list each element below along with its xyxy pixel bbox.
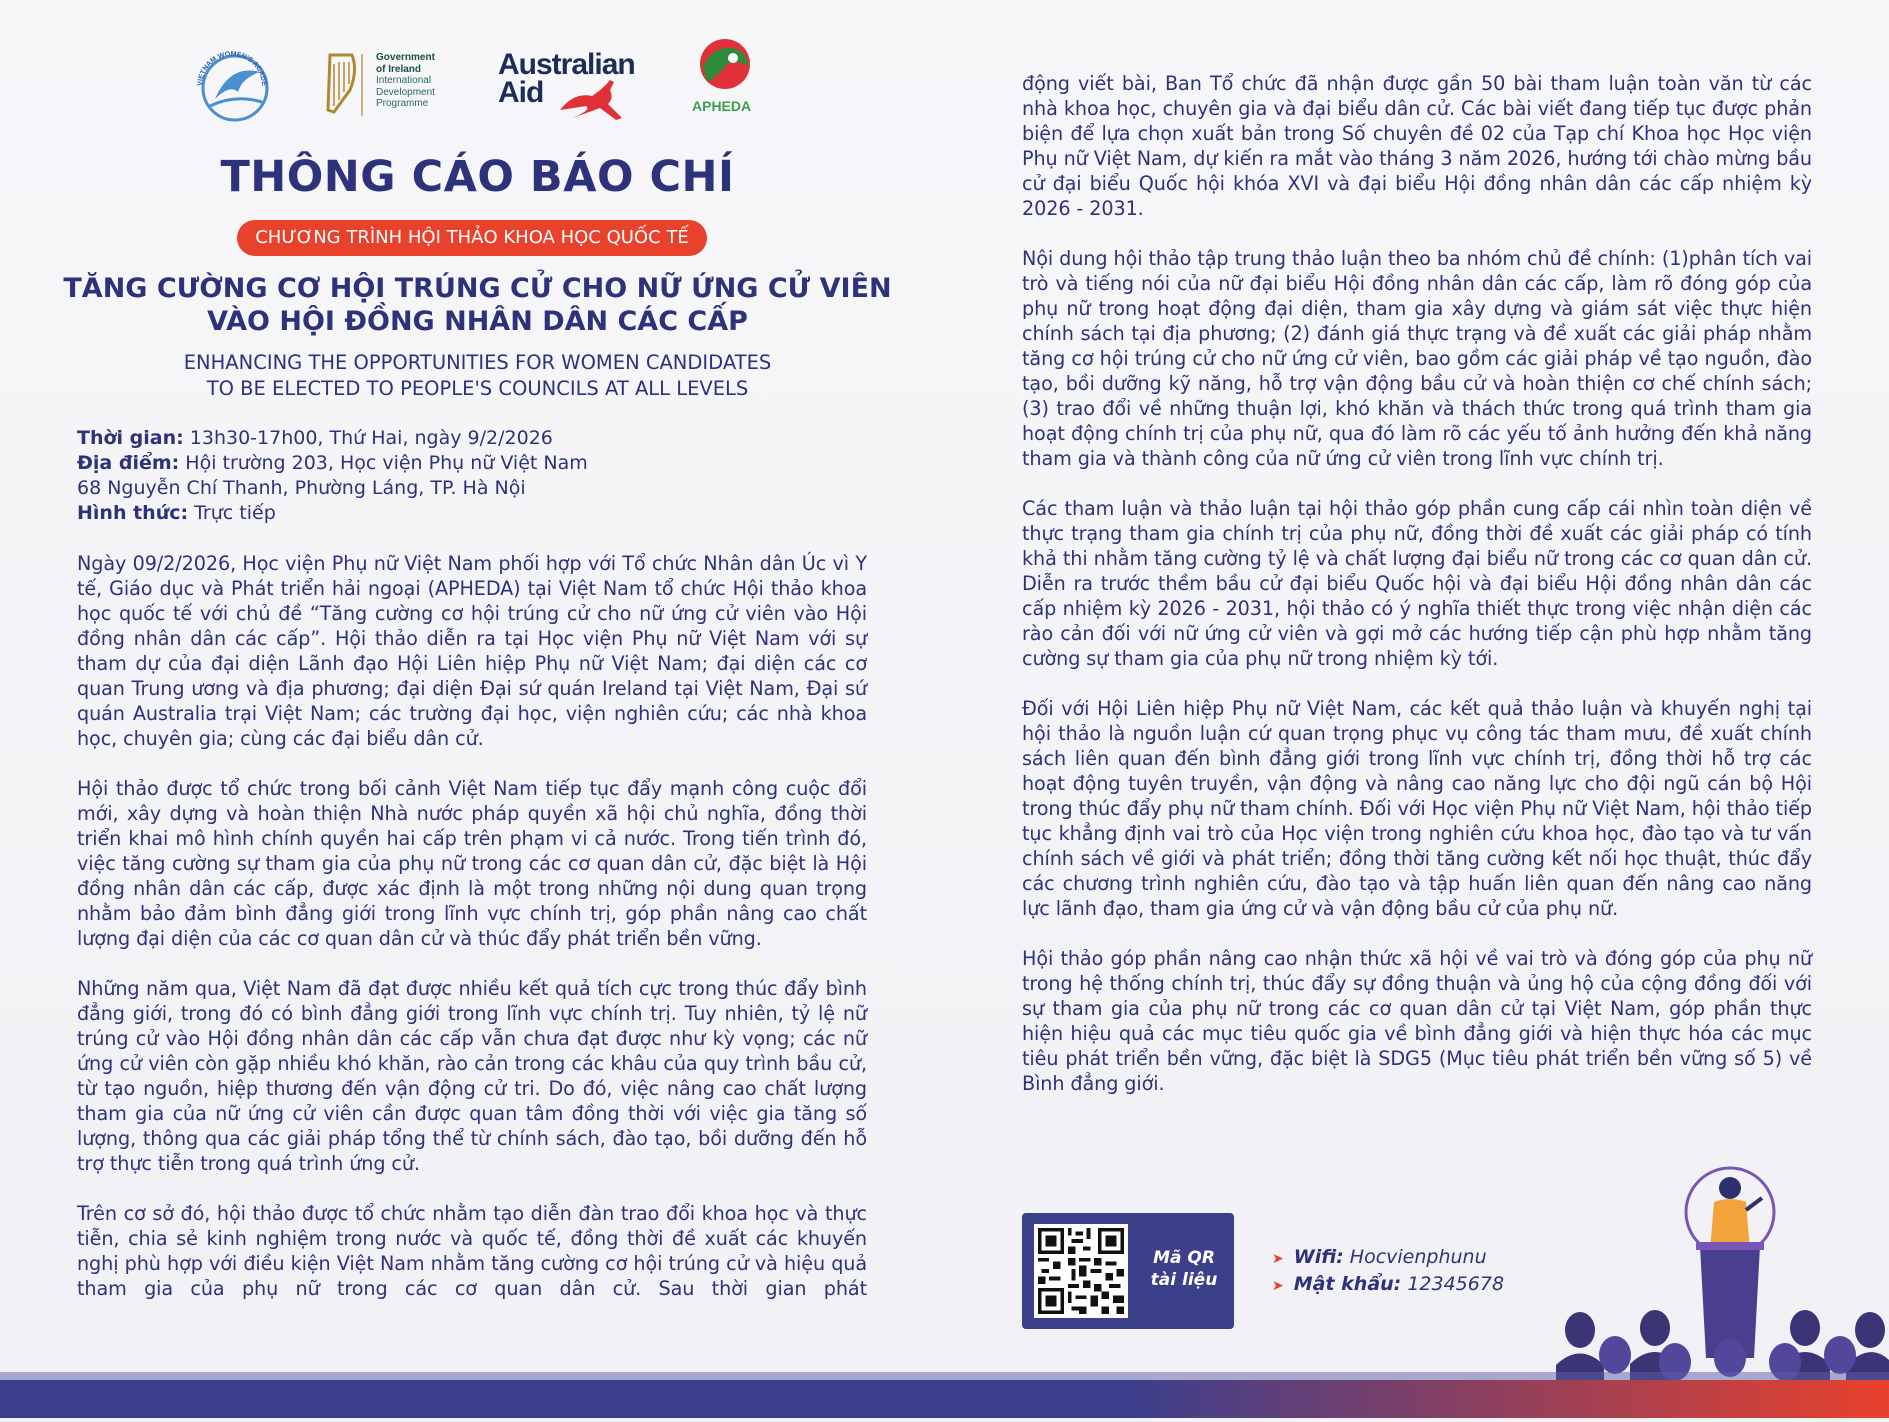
apheda-logo-text: APHEDA <box>692 98 752 114</box>
event-title-en-line-2: TO BE ELECTED TO PEOPLE'S COUNCILS AT ALL LEVELS <box>206 377 749 400</box>
program-badge: CHƯƠNG TRÌNH HỘI THẢO KHOA HỌC QUỐC TẾ <box>237 220 707 256</box>
body-right-column <box>1022 71 1812 1121</box>
event-address: 68 Nguyễn Chí Thanh, Phường Láng, TP. Hà Nội <box>77 477 526 499</box>
paragraph: Hội thảo góp phần nâng cao nhận thức xã hội về vai trò và đóng góp của phụ nữ trong hệ thống chính trị, thúc đẩy sự đồng thuận và ủng hộ của cộng đồng đối với sự tham gia của phụ nữ trong các cơ quan dân cử tại Việt Nam, góp phần thực hiện hiệu quả các mục tiêu quốc gia về bình đẳng giới và hiện thực hóa các mục tiêu phát triển bền vững, đặc biệt là SDG5 (Mục tiêu phát triển bền vững số 5) về Bình đẳng giới. <box>1022 947 1812 1095</box>
paragraph: Nội dung hội thảo tập trung thảo luận theo ba nhóm chủ đề chính: (1)phân tích vai trò và tiếng nói của nữ đại biểu Hội đồng nhân dân các cấp, làm rõ đóng góp của phụ nữ trong hoạt động đại diện, tham gia xây dựng và giám sát việc thực hiện chính sách tại địa phương; (2) đánh giá thực trạng và đề xuất các giải pháp nhằm tăng cơ hội trúng cử cho nữ ứng cử viên, bao gồm các giải pháp về tạo nguồn, đào tạo, bồi dưỡng kỹ năng, hỗ trợ vận động bầu cử và hoàn thiện cơ chế chính sách; (3) trao đổi về những thuận lợi, khó khăn và thách thức trong quá trình tham gia hoạt động chính trị của phụ nữ, qua đó làm rõ các yếu tố ảnh hưởng đến khả năng tham gia và thành công của nữ ứng cử viên trong lĩnh vực chính trị. <box>1022 247 1812 470</box>
wifi-label: Wifi: <box>1293 1246 1344 1268</box>
apheda-logo <box>690 44 760 124</box>
partner-logos <box>190 44 765 124</box>
vietnam-womens-academy-logo <box>190 44 280 124</box>
paragraph: động viết bài, Ban Tổ chức đã nhận được gần 50 bài tham luận toàn văn từ các nhà khoa học, chuyên gia và đại biểu dân cử. Các bài viết đang tiếp tục được phản biện để lựa chọn xuất bản trong Số chuyên đề 02 của Tạp chí Khoa học Học viện Phụ nữ Việt Nam, dự kiến ra mắt vào tháng 3 năm 2026, hướng tới chào mừng bầu cử đại biểu Quốc hội khóa XVI và đại biểu Hội đồng nhân dân các cấp nhiệm kỳ 2026 - 2031. <box>1022 72 1812 220</box>
footer-band <box>0 1380 1889 1418</box>
qr-label-line-1: Mã QR <box>1153 1248 1215 1268</box>
paragraph: Những năm qua, Việt Nam đã đạt được nhiều kết quả tích cực trong thúc đẩy bình đẳng giới, trong đó có bình đẳng giới trong lĩnh vực chính trị. Tuy nhiên, tỷ lệ nữ trúng cử vào Hội đồng nhân dân các cấp vẫn chưa đạt được như kỳ vọng; các nữ ứng cử viên còn gặp nhiều khó khăn, rào cản trong các khâu của quy trình bầu cử, từ tạo nguồn, hiệp thương đến vận động cử tri. Do đó, việc nâng cao chất lượng tham gia của nữ ứng cử viên cần được quan tâm đồng thời với việc gia tăng số lượng, thông qua các giải pháp tổng thể từ chính sách, đào tạo, bồi dưỡng đến hỗ trợ thực tiễn trong quá trình ứng cử. <box>77 977 867 1175</box>
time-value: 13h30-17h00, Thứ Hai, ngày 9/2/2026 <box>183 427 553 449</box>
arrow-icon: ➤ <box>1272 1251 1284 1267</box>
wifi-value: Hocvienphunu <box>1343 1246 1487 1268</box>
event-title-vi-line-2: VÀO HỘI ĐỒNG NHÂN DÂN CÁC CẤP <box>207 306 748 337</box>
wifi-line <box>1272 1245 1504 1272</box>
time-label: Thời gian: <box>77 427 184 449</box>
event-time <box>77 426 867 451</box>
event-info <box>77 426 867 526</box>
footer-divider <box>0 1372 1889 1380</box>
format-value: Trực tiếp <box>188 502 276 524</box>
event-title-en-line-1: ENHANCING THE OPPORTUNITIES FOR WOMEN CANDIDATES <box>183 351 772 374</box>
event-place <box>77 451 867 476</box>
ireland-logo-line-1: Government <box>376 52 435 63</box>
password-label: Mật khẩu: <box>1293 1273 1402 1295</box>
password-value: 12345678 <box>1401 1273 1505 1295</box>
password-line <box>1272 1272 1504 1299</box>
paragraph: Đối với Hội Liên hiệp Phụ nữ Việt Nam, các kết quả thảo luận và khuyến nghị tại hội thảo là nguồn luận cứ quan trọng phục vụ công tác tham mưu, đề xuất chính sách liên quan đến bình đẳng giới trong lĩnh vực chính trị, đồng thời hỗ trợ các hoạt động tuyên truyền, vận động và nâng cao năng lực cho đội ngũ cán bộ Hội trong thúc đẩy phụ nữ tham chính. Đối với Học viện Phụ nữ Việt Nam, hội thảo tiếp tục khẳng định vai trò của Học viện trong nghiên cứu khoa học, đào tạo và tư vấn chính sách về giới và phát triển; đồng thời tăng cường kết nối học thuật, thúc đẩy các chương trình nghiên cứu, đào tạo và tập huấn liên quan đến nâng cao năng lực lãnh đạo, tham gia ứng cử và vận động bầu cử của phụ nữ. <box>1022 697 1812 920</box>
qr-label-line-2: tài liệu <box>1150 1270 1218 1290</box>
event-title-vi-line-1: TĂNG CƯỜNG CƠ HỘI TRÚNG CỬ CHO NỮ ỨNG CỬ VIÊN <box>63 273 892 304</box>
australian-aid-logo <box>498 44 648 124</box>
event-title-english <box>60 350 895 402</box>
ireland-logo-line-4: Development <box>376 86 435 98</box>
australian-aid-line-1: Australian <box>498 48 635 81</box>
paragraph: Hội thảo được tổ chức trong bối cảnh Việt Nam tiếp tục đẩy mạnh công cuộc đổi mới, xây dựng và hoàn thiện Nhà nước pháp quyền xã hội chủ nghĩa, đồng thời triển khai mô hình chính quyền hai cấp trên phạm vi cả nước. Trong tiến trình đó, việc tăng cường sự tham gia của phụ nữ trong các cơ quan dân cử, đặc biệt là Hội đồng nhân dân các cấp, được xác định là một trong những nội dung quan trọng nhằm bảo đảm bình đẳng giới trong lĩnh vực chính trị, góp phần nâng cao chất lượng đại diện của các cơ quan dân cử và thúc đẩy phát triển bền vững. <box>77 777 867 950</box>
event-format <box>77 501 867 526</box>
qr-document-box[interactable] <box>1022 1213 1234 1329</box>
ireland-logo-line-3: International <box>376 75 432 86</box>
body-left-column <box>77 551 867 1326</box>
paragraph: Trên cơ sở đó, hội thảo được tổ chức nhằm tạo diễn đàn trao đổi khoa học và thực tiễn, chia sẻ kinh nghiệm trong nước và quốc tế, đồng thời đề xuất các khuyến nghị phù hợp với điều kiện Việt Nam nhằm tăng cường cơ hội trúng cử và hiệu quả tham gia của phụ nữ trong các cơ quan dân cử. Sau thời gian phát <box>77 1202 867 1300</box>
paragraph: Các tham luận và thảo luận tại hội thảo góp phần cung cấp cái nhìn toàn diện về thực trạng tham gia chính trị của phụ nữ, đồng thời đề xuất các giải pháp có tính khả thi nhằm tăng cường tỷ lệ và chất lượng đại biểu nữ trong các cơ quan dân cử. Diễn ra trước thềm bầu cử đại biểu Quốc hội và đại biểu Hội đồng nhân dân các cấp nhiệm kỳ 2026 - 2031, hội thảo có ý nghĩa thiết thực trong việc nhận diện các rào cản đối với nữ ứng cử viên và gợi mở các hướng tiếp cận phù hợp nhằm tăng cường sự tham gia của phụ nữ trong nhiệm kỳ tới. <box>1022 497 1812 670</box>
government-of-ireland-logo <box>320 44 460 124</box>
kangaroo-icon <box>552 74 642 124</box>
page-title: THÔNG CÁO BÁO CHÍ <box>220 152 735 202</box>
svg-text:VIETNAM WOMEN'S ACADEMY: VIETNAM WOMEN'S ACADE <box>196 50 268 87</box>
arrow-icon: ➤ <box>1272 1278 1284 1294</box>
format-label: Hình thức: <box>77 502 189 524</box>
place-value: Hội trường 203, Học viện Phụ nữ Việt Nam <box>179 452 588 474</box>
australian-aid-line-2: Aid <box>498 76 544 109</box>
wifi-info <box>1272 1245 1504 1299</box>
place-label: Địa điểm: <box>77 452 180 474</box>
ireland-logo-line-5: Programme <box>376 98 429 109</box>
paragraph: Ngày 09/2/2026, Học viện Phụ nữ Việt Nam phối hợp với Tổ chức Nhân dân Úc vì Y tế, Giáo dục và Phát triển hải ngoại (APHEDA) tại Việt Nam tổ chức Hội thảo khoa học quốc tế với chủ đề “Tăng cường cơ hội trúng cử cho nữ ứng cử viên vào Hội đồng nhân dân các cấp”. Hội thảo diễn ra tại Học viện Phụ nữ Việt Nam với sự tham dự của đại diện Lãnh đạo Hội Liên hiệp Phụ nữ Việt Nam; đại diện các cơ quan Trung ương và địa phương; đại diện Đại sứ quán Ireland tại Việt Nam, Đại sứ quán Australia trại Việt Nam; các trường đại học, viện nghiên cứu; các nhà khoa học, chuyên gia; cùng các đại biểu dân cử. <box>77 552 867 750</box>
ireland-logo-line-2: of Ireland <box>376 63 422 75</box>
qr-label <box>1144 1247 1224 1291</box>
event-title-vietnamese <box>60 272 895 338</box>
qr-code[interactable] <box>1034 1224 1128 1318</box>
